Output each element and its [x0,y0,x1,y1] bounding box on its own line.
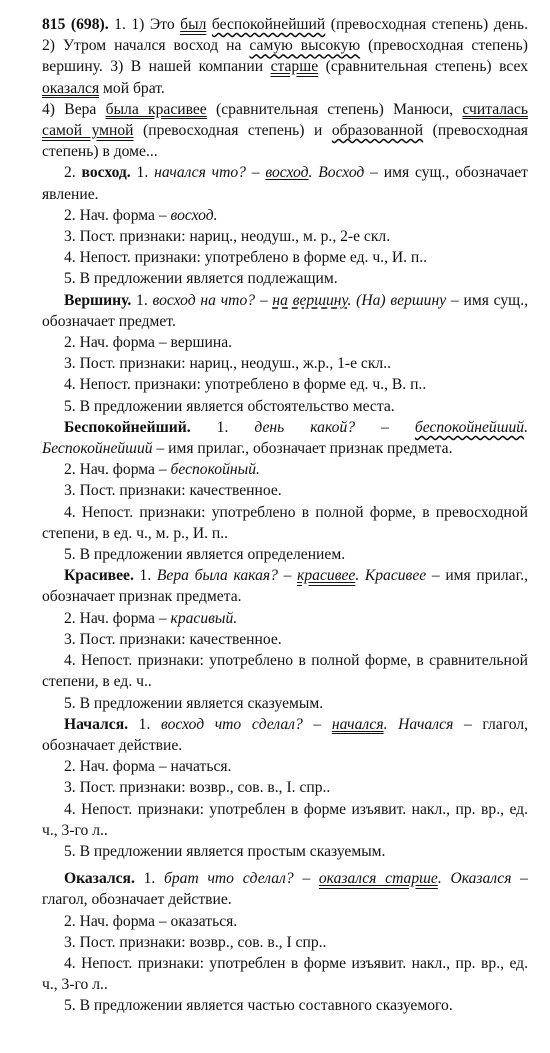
intro-text: (превосходная степень) вершину. 3) В нашей компании [42,37,528,76]
parse-line-3: 3. Пост. признаки: нариц., неодуш., ж.р., 1-е скл.. [64,355,392,373]
intro-text: мой брат. [99,79,165,97]
parse-line-3: 3. Пост. признаки: качественное. [64,630,282,648]
line-text: 1. [190,418,255,436]
answer-word: беспокойнейший [414,418,525,436]
parse-line-3: 3. Пост. признаки: возвр., сов. в., I спр.. [64,933,327,951]
attribute-word: образованной [331,122,424,140]
parse-line-1 [42,162,528,204]
parse-bespokoyneyshiy [42,417,528,565]
predicate-word: была красивее [105,100,207,118]
line-text: 1. [133,567,157,585]
parse-line-4: 4. Непост. признаки: употреблен в форме изъявит. накл., пр. вр., ед. ч., 3-го л.. [42,800,528,839]
line-text: 1. [128,715,162,733]
parse-voskhod [42,162,528,289]
parse-word: Красивее. [64,567,134,585]
line-text: 1. [131,291,153,309]
question-text: . Красивее [355,567,427,585]
sentence-4-paragraph [42,99,528,163]
answer-word: начался [331,715,384,733]
parse-line-5: 5. В предложении является подлежащим. [64,270,338,288]
predicate-word: считалась самой умной [42,100,529,140]
parse-line-1 [42,417,528,459]
parse-word: Беспокойнейший. [64,418,191,436]
parse-line-2 [42,459,528,480]
parse-okazalsya [42,868,528,1016]
attribute-word: беспокойнейший [211,16,326,33]
question-text: Вера была какая? – [156,567,298,585]
intro-text: 1. 1) Это [108,16,181,33]
line-text: 2. [64,164,82,182]
parse-word: Оказался. [64,870,135,888]
parse-line-1 [42,868,528,910]
parse-line-5: 5. В предложении является обстоятельство места. [64,397,395,415]
line-text: – имя прилаг., обозначает признак предмета. [42,567,528,606]
parse-line-4: 4. Непост. признаки: употреблено в форме ед. ч., В. п.. [64,376,427,394]
intro-text: (превосходная степень) день. 2) Утром начался восход на [42,16,528,55]
parse-line-4: 4. Непост. признаки: употреблено в форме ед. ч., И. п.. [64,249,428,267]
line-text: – глагол, обозначает действие. [42,870,528,909]
parse-word: восход. [81,164,131,182]
parse-line-2: 2. Нач. форма – оказаться. [64,912,238,930]
initial-form: восход. [170,206,218,224]
parse-line-5: 5. В предложении является сказуемым. [64,694,324,712]
line-text: 2. Нач. форма – [64,609,171,627]
parse-line-4: 4. Непост. признаки: употреблен в форме изъявит. накл., пр. вр., ед. ч., 3-го л.. [42,954,528,994]
sentence-text: (превосходная степень) и [133,122,332,140]
line-text: 2. Нач. форма – [64,461,171,479]
line-text: – имя сущ., обозначает явление. [42,164,528,203]
exercise-number: 815 (698). [42,16,109,33]
line-text: 1. [134,870,165,888]
initial-form: красивый. [170,609,238,627]
sentence-text: (сравнительная степень) Манюси, [206,100,463,118]
line-text: 2. Нач. форма – [64,206,171,224]
parse-line-1 [42,565,528,607]
parse-line-5: 5. В предложении является частью составного сказуемого. [64,997,453,1015]
parse-nachalsya [42,714,528,862]
attribute-word: самую высокую [249,37,361,55]
initial-form: беспокойный. [170,461,260,479]
question-text: восход что сделал? – [161,715,332,733]
question-text: . Начался [383,715,454,733]
predicate-word: был [180,16,207,33]
question-text: . (На) вершину [347,291,447,309]
question-text: брат что сделал? – [164,870,319,888]
question-text: . Восход [308,164,365,182]
answer-word: восход [265,164,309,182]
question-text: . Беспокойнейший [42,418,528,458]
parse-line-1 [42,714,528,756]
parse-line-3: 3. Пост. признаки: нариц., неодуш., м. р., 2-е скл. [64,228,391,246]
parse-word: Начался. [64,715,129,733]
parse-vershinu [42,290,528,417]
parse-line-2 [42,608,528,629]
line-text: – имя сущ., обозначает предмет. [42,291,528,330]
line-text: – имя прилаг., обозначает признак предмета. [152,440,453,458]
answer-word: на вершину [272,291,348,309]
parse-line-2: 2. Нач. форма – вершина. [64,334,233,352]
parse-line-2: 2. Нач. форма – начаться. [64,758,232,776]
intro-text: (сравнительная степень) всех [318,58,528,76]
parse-line-3: 3. Пост. признаки: возвр., сов. в., I. спр.. [64,779,331,797]
question-text: начался что? – [154,164,266,182]
predicate-word: старше [270,58,319,76]
parse-line-5: 5. В предложении является определением. [64,546,346,564]
intro-paragraph [42,14,528,99]
parse-word: Вершину. [64,291,132,309]
answer-word: красивее [297,567,356,585]
sentence-text: 4) Вера [42,100,106,118]
question-text: восход на что? – [152,291,273,309]
line-text: – глагол, обозначает действие. [42,715,529,754]
predicate-word: оказался [42,79,100,97]
parse-krasivee [42,565,528,713]
answer-word: оказался старше [318,870,438,888]
question-text: день какой? – [254,418,415,436]
parse-line-1 [42,290,528,332]
parse-line-5: 5. В предложении является простым сказуемым. [64,842,386,860]
parse-line-4: 4. Непост. признаки: употреблено в полной форме, в сравнительной степени, в ед. ч.. [42,652,528,691]
sentence-text: (превосходная степень) в доме... [42,122,528,161]
question-text: . Оказался [437,870,512,888]
parse-line-2 [42,205,528,226]
line-text: 1. [130,164,155,182]
parse-line-3: 3. Пост. признаки: качественное. [64,482,282,500]
parse-line-4: 4. Непост. признаки: употреблено в полной форме, в превосходной степени, в ед. ч., м. р., И. п.. [42,503,528,542]
